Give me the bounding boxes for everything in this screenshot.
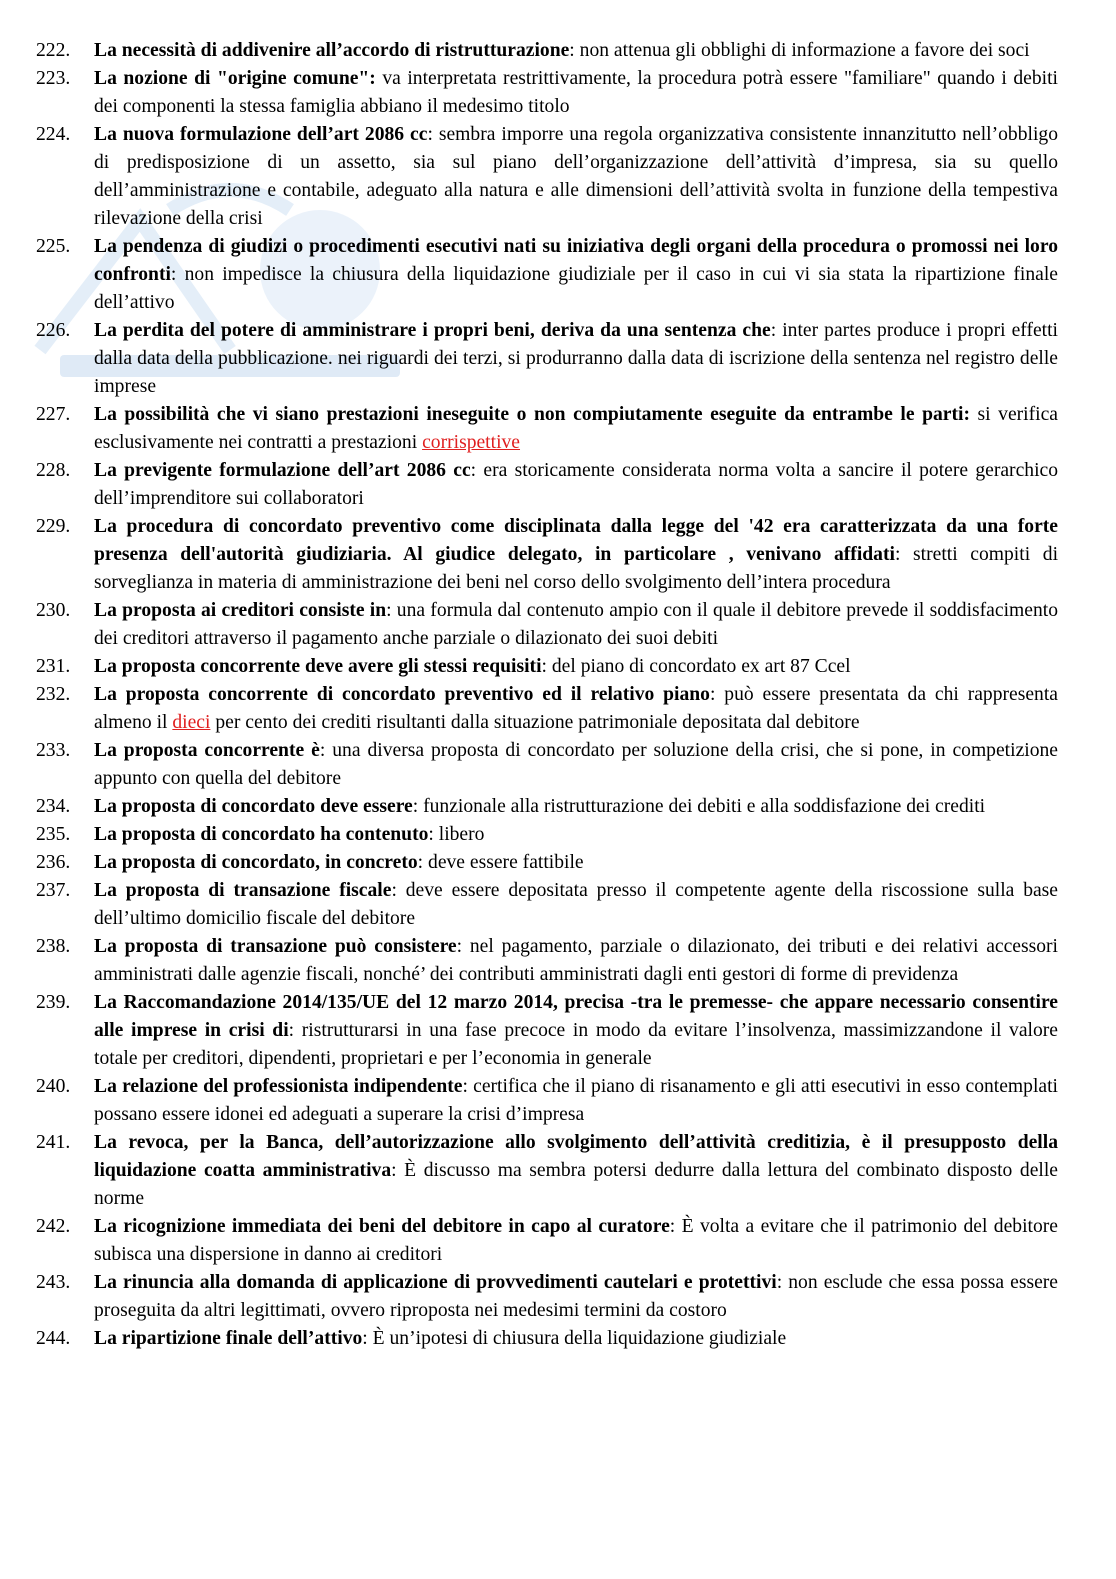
question-text: La relazione del professionista indipendente	[94, 1076, 463, 1097]
answer-text: libero	[438, 824, 485, 845]
list-item	[36, 401, 1058, 457]
question-text: La proposta di concordato ha contenuto	[94, 824, 429, 845]
list-item	[36, 37, 1058, 65]
question-text: La Raccomandazione 2014/135/UE del 12 marzo 2014, precisa -tra le premesse- che appare necessario consentire alle imprese in crisi di	[94, 992, 1058, 1041]
answer-text: certifica che il piano di risanamento e gli atti esecutivi in esso contemplati possano essere idonei ed adeguati a superare la crisi d’impresa	[94, 1076, 1058, 1125]
answer-text: stretti compiti di sorveglianza in materia di amministrazione dei beni nel corso dello svolgimento dell’intera procedura	[94, 544, 1059, 593]
answer-text: per cento dei crediti risultanti dalla situazione patrimoniale depositata dal debitore	[210, 712, 860, 733]
list-item	[36, 681, 1058, 737]
list-item	[36, 653, 1058, 681]
separator: :	[770, 320, 783, 341]
highlighted-term: corrispettive	[422, 432, 521, 453]
list-item	[36, 317, 1058, 401]
separator: :	[709, 684, 725, 705]
question-text: La proposta di concordato deve essere	[94, 796, 413, 817]
answer-text: una formula dal contenuto ampio con il quale il debitore prevede il soddisfacimento dei creditori attraverso il pagamento anche parziale o dilazionato dei suoi debiti	[94, 600, 1058, 649]
answer-text: È un’ipotesi di chiusura della liquidazione giudiziale	[372, 1328, 787, 1349]
list-item	[36, 793, 1058, 821]
list-item	[36, 1269, 1058, 1325]
question-text: La proposta di transazione può consistere	[94, 936, 457, 957]
answer-text: non attenua gli obblighi di informazione a favore dei soci	[579, 40, 1030, 61]
list-item	[36, 1129, 1058, 1213]
separator: :	[470, 460, 484, 481]
answer-text: nel pagamento, parziale o dilazionato, dei tributi e dei relativi accessori amministrati dalle agenzie fiscali, nonché’ dei contributi amministrati dagli enti gestori di forme di previdenza	[94, 936, 1058, 985]
answer-text: non impedisce la chiusura della liquidazione giudiziale per il caso in cui vi sia stata la ripartizione finale dell’attivo	[94, 264, 1058, 313]
question-text: La possibilità che vi siano prestazioni ineseguite o non compiutamente eseguite da entrambe le parti:	[94, 404, 970, 425]
list-item	[36, 121, 1058, 233]
separator: :	[456, 936, 470, 957]
question-text: La proposta di concordato, in concreto	[94, 852, 418, 873]
answer-text: va interpretata restrittivamente, la procedura potrà essere "familiare" quando i debiti dei componenti la stessa famiglia abbiano il medesimo titolo	[94, 68, 1059, 117]
item-number: 232.	[36, 684, 71, 705]
list-item	[36, 65, 1058, 121]
question-text: La nuova formulazione dell’art 2086 cc	[94, 124, 428, 145]
question-text: La proposta ai creditori consiste in	[94, 600, 387, 621]
question-text: La pendenza di giudizi o procedimenti esecutivi nati su iniziativa degli organi della procedura o promossi nei loro confronti	[94, 236, 1058, 285]
answer-text: una diversa proposta di concordato per soluzione della crisi, che si pone, in competizione appunto con quella del debitore	[94, 740, 1058, 789]
item-number: 233.	[36, 740, 71, 761]
item-number: 226.	[36, 320, 71, 341]
question-text: La perdita del potere di amministrare i propri beni, deriva da una sentenza che	[94, 320, 771, 341]
answer-text: del piano di concordato ex art 87 Ccel	[551, 656, 851, 677]
item-number: 231.	[36, 656, 71, 677]
item-number: 241.	[36, 1132, 71, 1153]
question-text: La previgente formulazione dell’art 2086 cc	[94, 460, 471, 481]
separator: :	[412, 796, 424, 817]
item-number: 243.	[36, 1272, 71, 1293]
question-text: La proposta di transazione fiscale	[94, 880, 392, 901]
answer-text: non esclude che essa possa essere proseguita da altri legittimati, ovvero riproposta nei medesimi termini da costoro	[94, 1272, 1058, 1321]
item-number: 223.	[36, 68, 71, 89]
item-number: 242.	[36, 1216, 71, 1237]
list-item	[36, 457, 1058, 513]
separator: :	[362, 1328, 373, 1349]
question-text: La rinuncia alla domanda di applicazione di provvedimenti cautelari e protettivi	[94, 1272, 777, 1293]
item-number: 229.	[36, 516, 71, 537]
item-number: 225.	[36, 236, 71, 257]
answer-text: inter partes produce i propri effetti dalla data della pubblicazione. nei riguardi dei terzi, si produrranno dalla data di iscrizione della sentenza nel registro delle imprese	[94, 320, 1059, 397]
separator: :	[391, 880, 406, 901]
separator: :	[288, 1020, 302, 1041]
question-text: La procedura di concordato preventivo come disciplinata dalla legge del '42 era caratterizzata da una forte presenza dell'autorità giudiziaria. Al giudice delegato, in particolare , venivano affidati	[94, 516, 1058, 565]
item-number: 234.	[36, 796, 71, 817]
separator	[970, 404, 978, 425]
separator: :	[417, 852, 429, 873]
list-item	[36, 1325, 1058, 1353]
list-item	[36, 1213, 1058, 1269]
item-number: 244.	[36, 1328, 71, 1349]
answer-text: può essere presentata da chi rappresenta almeno il	[94, 684, 1058, 733]
separator: :	[427, 124, 439, 145]
separator: :	[569, 40, 580, 61]
answer-text: sembra imporre una regola organizzativa consistente innanzitutto nell’obbligo di predisposizione di un assetto, sia sul piano dell’organizzazione dell’attività d’impresa, sia su quello dell’amministrazione e contabile, adeguato alla natura e alle dimensioni dell’attività svolta in funzione della tempestiva rilevazione della crisi	[94, 124, 1059, 229]
question-text: La ripartizione finale dell’attivo	[94, 1328, 363, 1349]
separator: :	[386, 600, 397, 621]
question-text: La necessità di addivenire all’accordo di ristrutturazione	[94, 40, 570, 61]
answer-text: deve essere depositata presso il competente agente della riscossione sulla base dell’ultimo domicilio fiscale del debitore	[94, 880, 1059, 929]
separator: :	[170, 264, 185, 285]
question-text: La proposta concorrente è	[94, 740, 320, 761]
list-item	[36, 877, 1058, 933]
list-item	[36, 597, 1058, 653]
question-text: La proposta concorrente deve avere gli stessi requisiti	[94, 656, 542, 677]
separator: :	[428, 824, 439, 845]
question-text: La proposta concorrente di concordato preventivo ed il relativo piano	[94, 684, 710, 705]
list-item	[36, 933, 1058, 989]
separator: :	[319, 740, 333, 761]
item-number: 235.	[36, 824, 71, 845]
qa-list	[36, 37, 1058, 1353]
answer-text: funzionale alla ristrutturazione dei debiti e alla soddisfazione dei crediti	[423, 796, 986, 817]
question-text: La nozione di "origine comune":	[94, 68, 376, 89]
separator: :	[776, 1272, 789, 1293]
question-text: La ricognizione immediata dei beni del debitore in capo al curatore	[94, 1216, 670, 1237]
item-number: 228.	[36, 460, 71, 481]
item-number: 224.	[36, 124, 71, 145]
list-item	[36, 737, 1058, 793]
separator: :	[541, 656, 552, 677]
list-item	[36, 233, 1058, 317]
list-item	[36, 849, 1058, 877]
list-item	[36, 989, 1058, 1073]
item-number: 227.	[36, 404, 71, 425]
answer-text: ristrutturarsi in una fase precoce in modo da evitare l’insolvenza, massimizzandone il valore totale per creditori, dipendenti, proprietari e per l’economia in generale	[94, 1020, 1059, 1069]
highlighted-term: dieci	[172, 712, 211, 733]
item-number: 236.	[36, 852, 71, 873]
answer-text: si verifica esclusivamente nei contratti a prestazioni	[94, 404, 1058, 453]
list-item	[36, 513, 1058, 597]
separator: :	[391, 1160, 405, 1181]
separator: :	[894, 544, 914, 565]
answer-text: È volta a evitare che il patrimonio del debitore subisca una dispersione in danno ai creditori	[94, 1216, 1058, 1265]
item-number: 237.	[36, 880, 71, 901]
item-number: 230.	[36, 600, 71, 621]
answer-text: È discusso ma sembra potersi dedurre dalla lettura del combinato disposto delle norme	[94, 1160, 1058, 1209]
question-text: La revoca, per la Banca, dell’autorizzazione allo svolgimento dell’attività creditizia, è il presupposto della liquidazione coatta amministrativa	[94, 1132, 1058, 1181]
item-number: 238.	[36, 936, 71, 957]
answer-text: deve essere fattibile	[428, 852, 584, 873]
item-number: 222.	[36, 40, 71, 61]
item-number: 240.	[36, 1076, 71, 1097]
answer-text: era storicamente considerata norma volta a sancire il potere gerarchico dell’imprenditore sui collaboratori	[94, 460, 1059, 509]
separator: :	[669, 1216, 682, 1237]
separator: :	[462, 1076, 474, 1097]
list-item	[36, 1073, 1058, 1129]
item-number: 239.	[36, 992, 71, 1013]
list-item	[36, 821, 1058, 849]
